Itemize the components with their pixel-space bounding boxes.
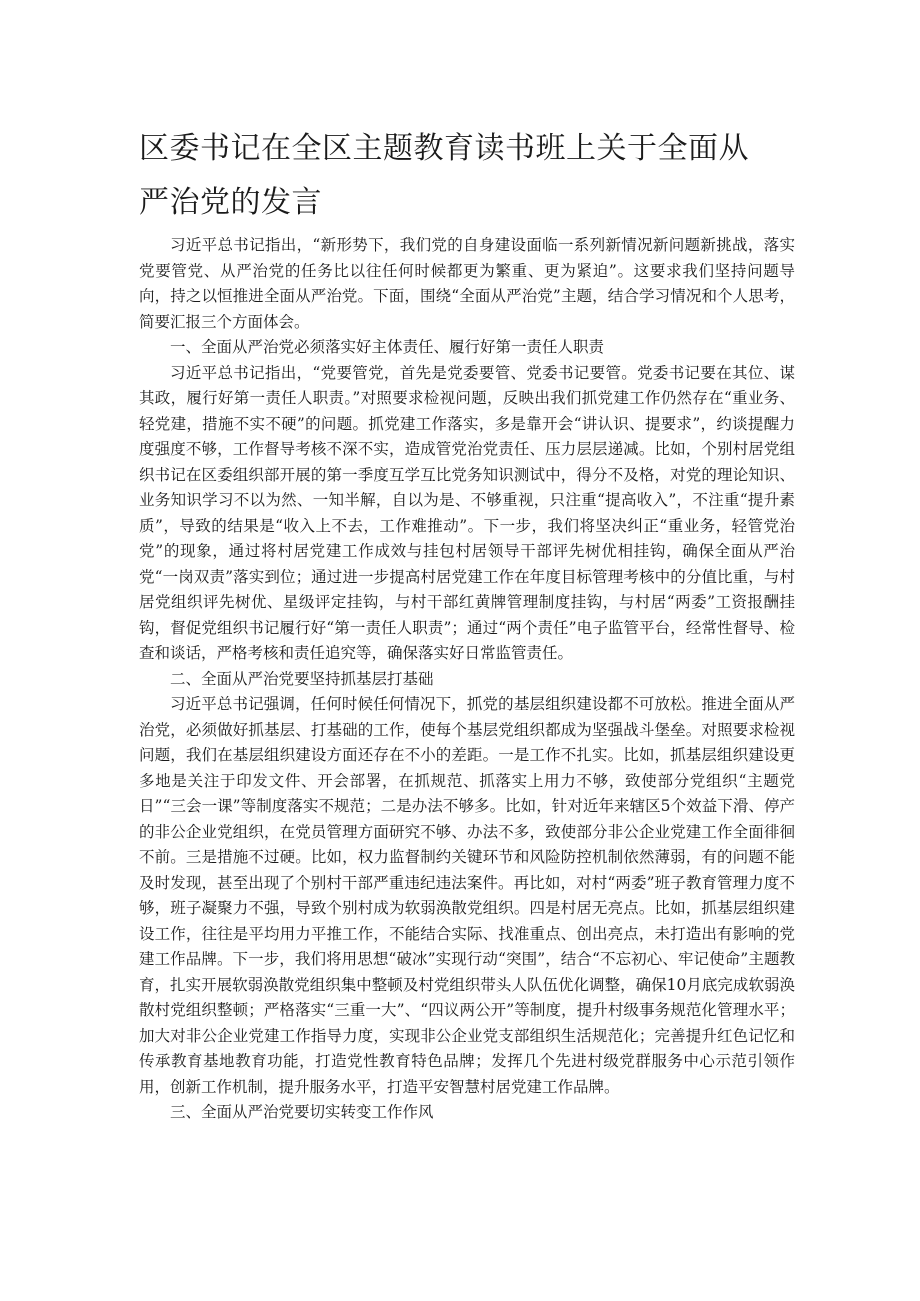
document-title: 区委书记在全区主题教育读书班上关于全面从严治党的发言 <box>139 131 749 220</box>
document-body <box>139 233 795 1126</box>
section-heading-1: 一、全面从严治党必须落实好主体责任、履行好第一责任人职责 <box>170 338 605 356</box>
section-heading-2: 二、全面从严治党要坚持抓基层打基础 <box>170 669 434 688</box>
section-heading-3: 三、全面从严治党要切实转变工作作风 <box>170 1103 434 1121</box>
section-2-paragraph: 习近平总书记强调，任何时候任何情况下，抓党的基层组织建设都不可放松。推进全面从严治党，必须做好抓基层、打基础的工作，使每个基层党组织都成为坚强战斗堡垒。对照要求检视问题，我们在基层组织建设方面还存在不小的差距。一是工作不扎实。比如，抓基层组织建设更多地是关注于印发文件、开会部署，在抓规范、抓落实上用力不够，致使部分党组织“主题党日”“三会一课”等制度落实不规范；二是办法不够多。比如，针对近年来辖区5个效益下滑、停产的非公企业党组织，在党员管理方面研究不够、办法不多，致使部分非公企业党建工作全面徘徊不前。三是措施不过硬。比如，权力监督制约关键环节和风险防控机制依然薄弱，有的问题不能及时发现，甚至出现了个别村干部严重违纪违法案件。再比如，对村“两委”班子教育管理力度不够，班子凝聚力不强，导致个别村成为软弱涣散党组织。四是村居无亮点。比如，抓基层组织建设工作，往往是平均用力平推工作，不能结合实际、找准重点、创出亮点，未打造出有影响的党建工作品牌。下一步，我们将用思想“破冰”实现行动“突围”，结合“不忘初心、牢记使命”主题教育，扎实开展软弱涣散党组织集中整顿及村党组织带头人队伍优化调整，确保10月底完成软弱涣散村党组织整顿；严格落实“三重一大”、“四议两公开”等制度，提升村级事务规范化管理水平；加大对非公企业党建工作指导力度，实现非公企业党支部组织生活规范化；完善提升红色记忆和传承教育基地教育功能，打造党性教育特色品牌；发挥几个先进村级党群服务中心示范引领作用，创新工作机制，提升服务水平，打造平安智慧村居党建工作品牌。 <box>139 695 795 1096</box>
section-1-paragraph: 习近平总书记指出，“党要管党，首先是党委要管、党委书记要管。党委书记要在其位、谋其政，履行好第一责任人职责。”对照要求检视问题，反映出我们抓党建工作仍然存在“重业务、轻党建，措施不实不硬”的问题。抓党建工作落实，多是靠开会“讲认识、提要求”，约谈提醒力度强度不够，工作督导考核不深不实，造成管党治党责任、压力层层递减。比如，个别村居党组织书记在区委组织部开展的第一季度互学互比党务知识测试中，得分不及格，对党的理论知识、业务知识学习不以为然、一知半解，自以为是、不够重视，只注重“提高收入”，不注重“提升素质”，导致的结果是“收入上不去，工作难推动”。下一步，我们将坚决纠正“重业务，轻管党治党”的现象，通过将村居党建工作成效与挂包村居领导干部评先树优相挂钩，确保全面从严治党“一岗双责”落实到位；通过进一步提高村居党建工作在年度目标管理考核中的分值比重，与村居党组织评先树优、星级评定挂钩，与村干部红黄牌管理制度挂钩，与村居“两委”工资报酬挂钩，督促党组织书记履行好“第一责任人职责”；通过“两个责任”电子监管平台，经常性督导、检查和谈话，严格考核和责任追究等，确保落实好日常监管责任。 <box>139 363 795 662</box>
intro-paragraph: 习近平总书记指出，“新形势下，我们党的自身建设面临一系列新情况新问题新挑战，落实党要管党、从严治党的任务比以往任何时候都更为繁重、更为紧迫”。这要求我们坚持问题导向，持之以恒推进全面从严治党。下面，围绕“全面从严治党”主题，结合学习情况和个人思考，简要汇报三个方面体会。 <box>139 236 795 331</box>
